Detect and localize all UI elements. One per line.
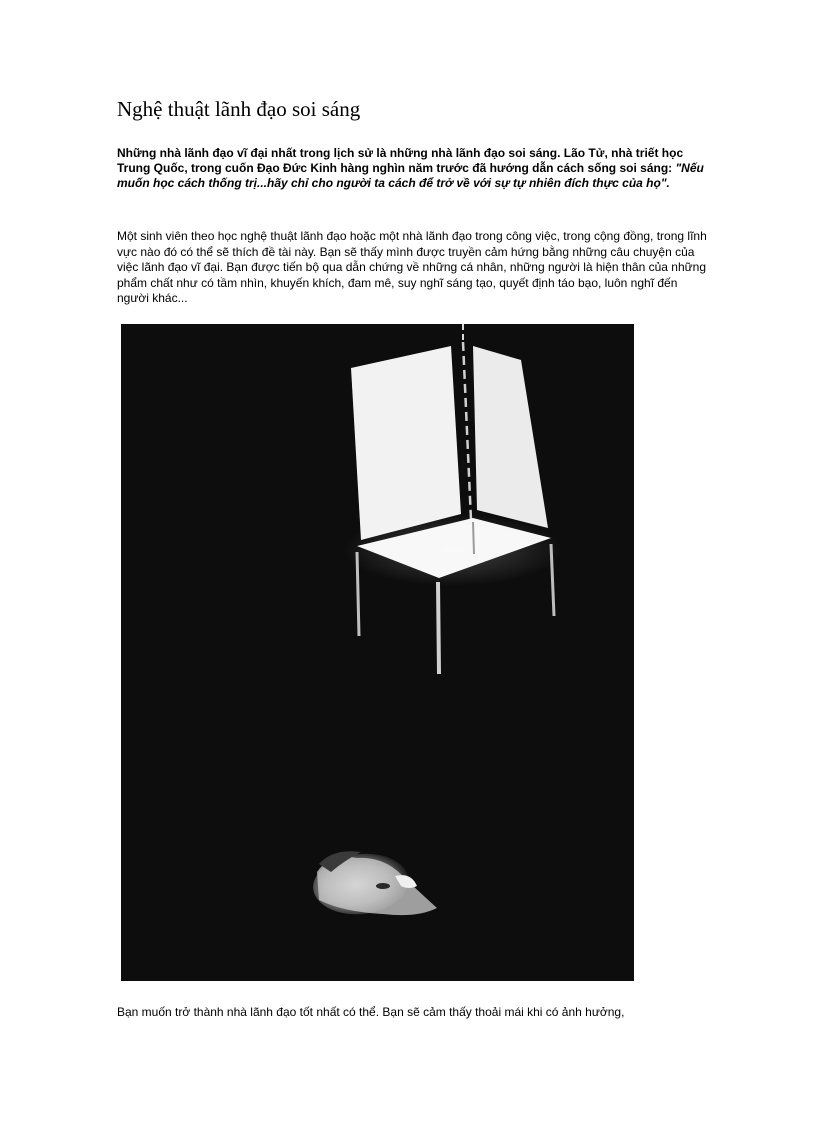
body-paragraph: Một sinh viên theo học nghệ thuật lãnh đạo hoặc một nhà lãnh đạo trong công việc, trong cộng đồng, trong lĩnh vực nào đó có thể sẽ thích đề tài này. Bạn sẽ thấy mình được truyền cảm hứng bằng những câu chuyện của việc lãnh đạo vĩ đại. Bạn được tiến bộ qua dẫn chứng về những cá nhân, những người là hiện thân của những phẩm chất như có tầm nhìn, khuyến khích, đam mê, suy nghĩ sáng tạo, quyết định táo bạo, luôn nghĩ đến người khác... [117,229,707,305]
lamp-photo [121,324,634,981]
closing-paragraph: Bạn muốn trở thành nhà lãnh đạo tốt nhất có thể. Bạn sẽ cảm thấy thoải mái khi có ảnh hưởng, [117,1005,625,1019]
intro-paragraph [117,146,707,191]
page-title: Nghệ thuật lãnh đạo soi sáng [117,97,361,121]
intro-text: Những nhà lãnh đạo vĩ đại nhất trong lịch sử là những nhà lãnh đạo soi sáng. Lão Tử, nhà triết học Trung Quốc, trong cuốn Đạo Đức Kinh hàng nghìn năm trước đã hướng dẫn cách sống soi sáng: [117,146,684,175]
intro-quote: "Nếu muốn học cách thống trị...hãy chỉ cho người ta cách để trở về với sự tự nhiên đích thực của họ". [117,161,704,190]
